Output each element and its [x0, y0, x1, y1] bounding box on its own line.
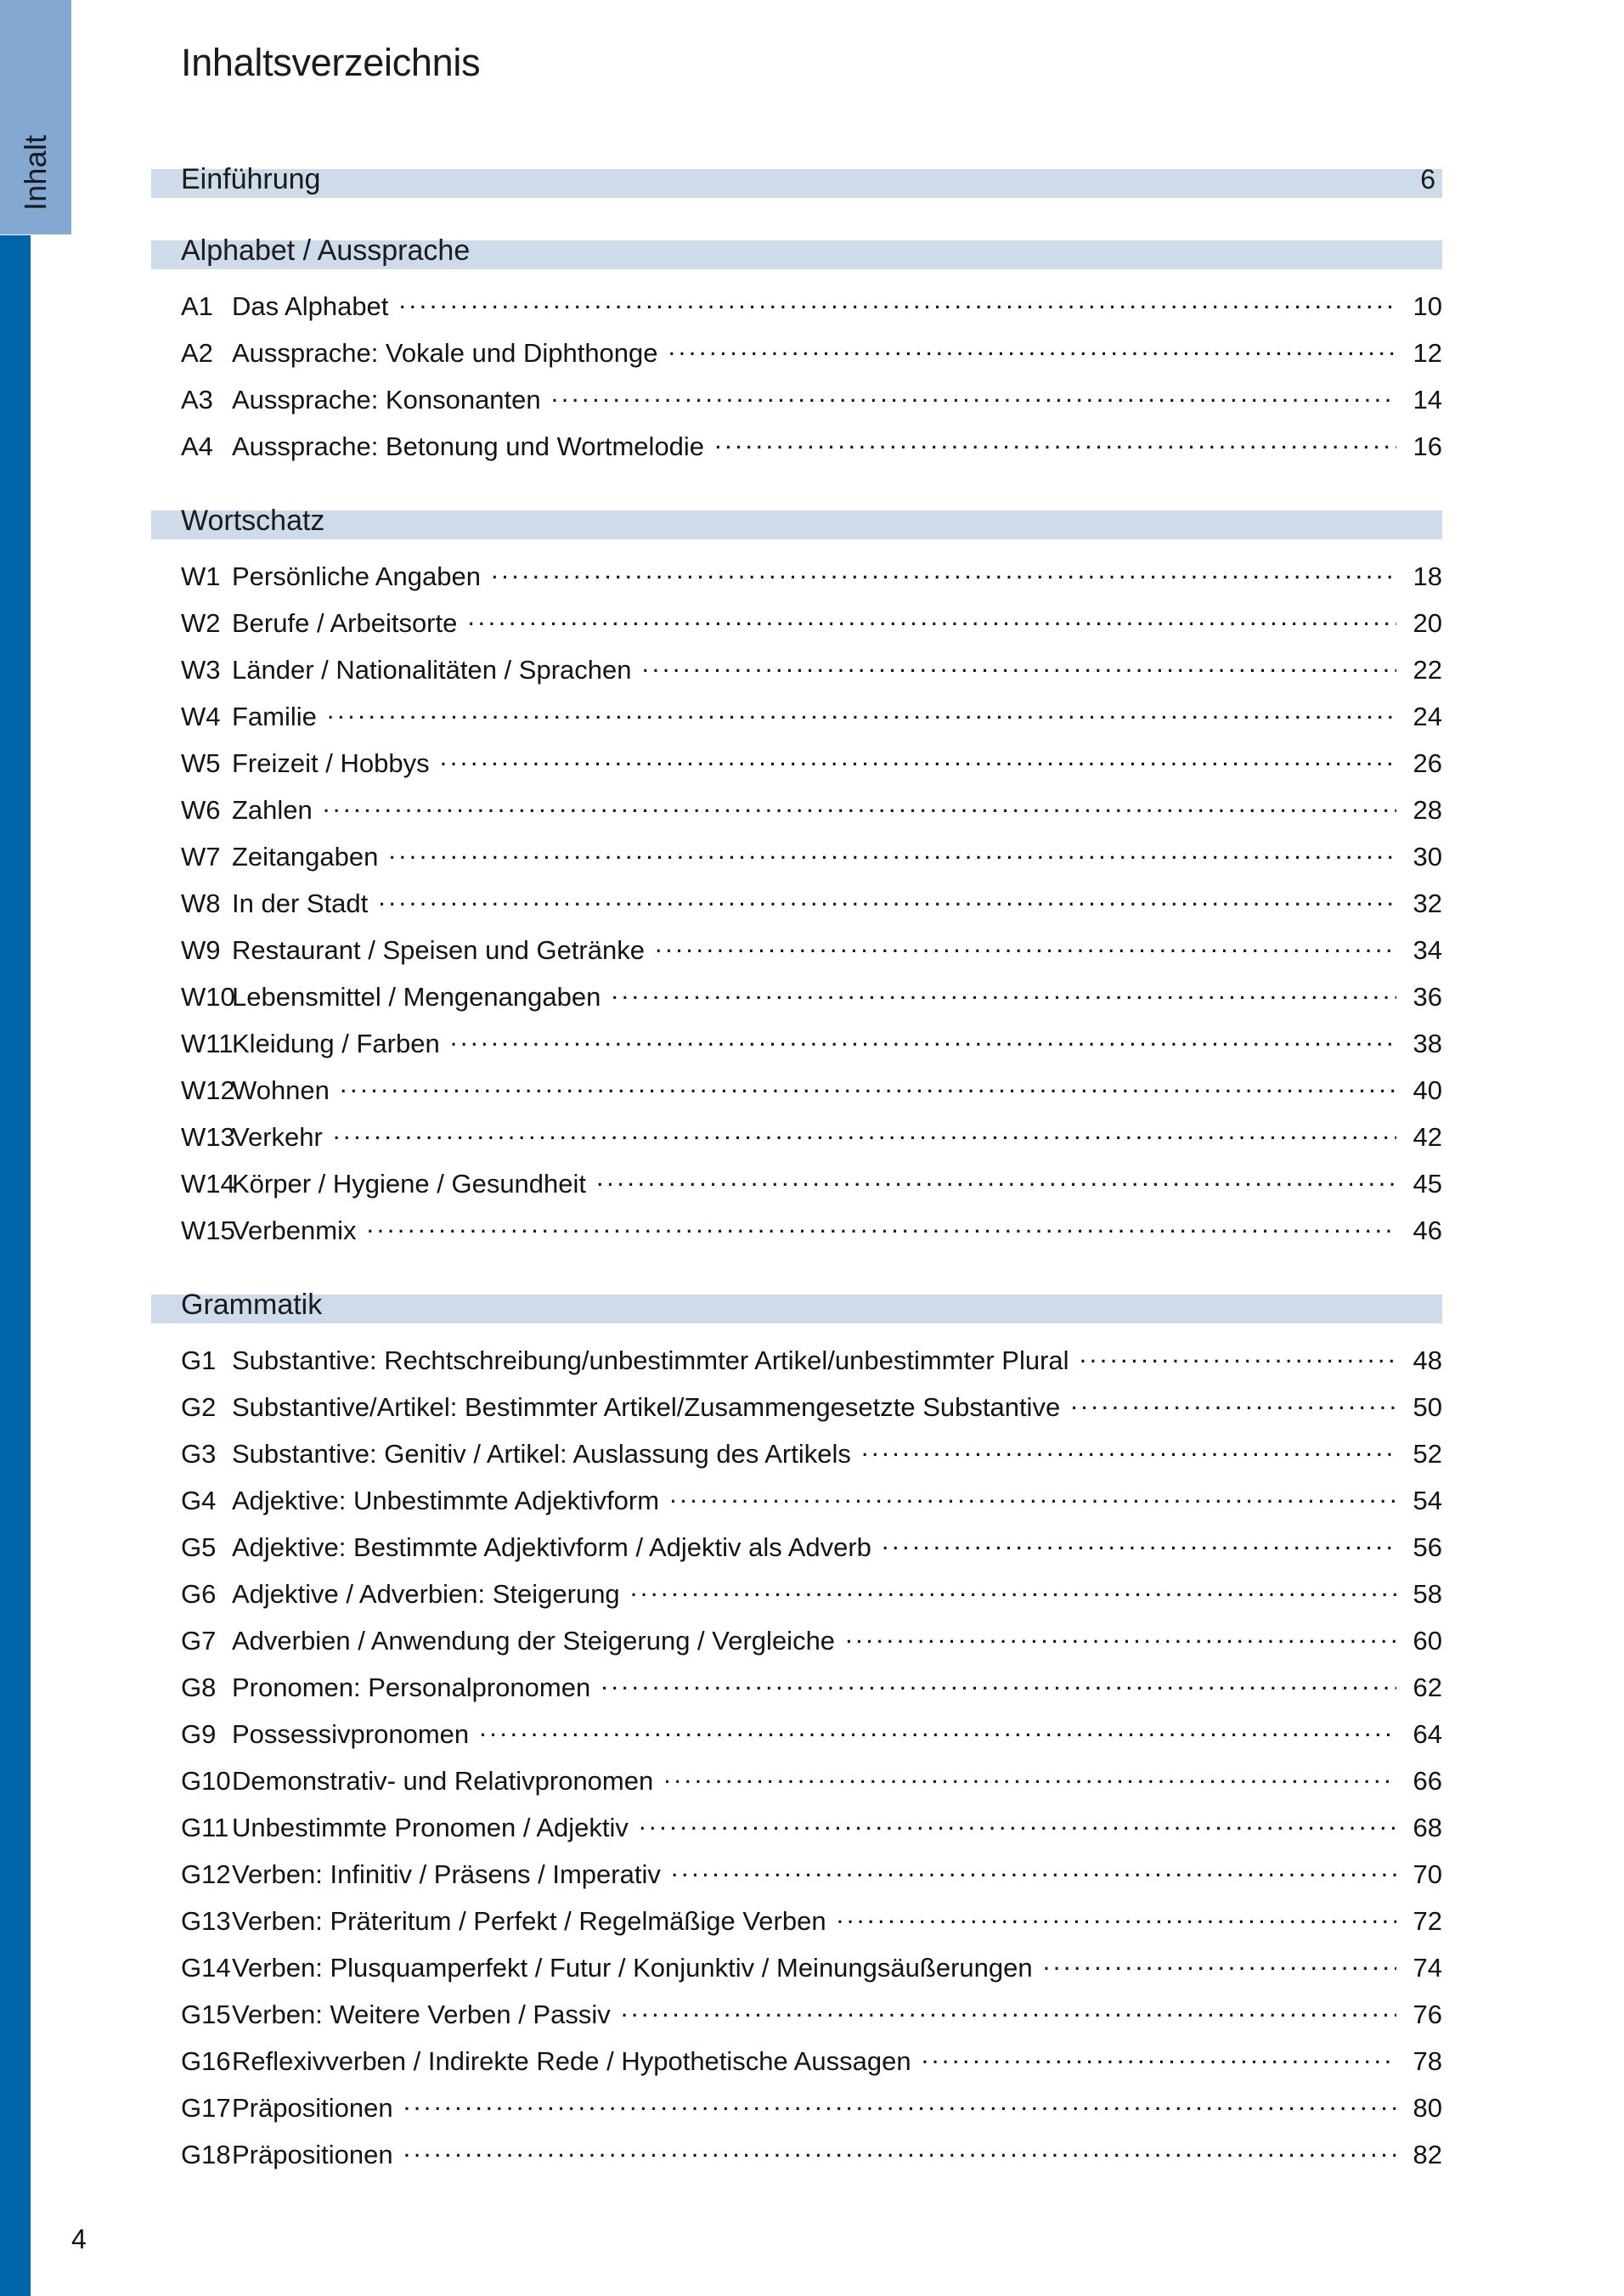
toc-entry-title: Demonstrativ- und Relativpronomen [232, 1766, 654, 1796]
toc-entry[interactable] [151, 1717, 1442, 1763]
toc-entry-dot-leader [388, 839, 1396, 866]
toc-entry-title: Körper / Hygiene / Gesundheit [232, 1169, 587, 1199]
toc-entry-title: Aussprache: Betonung und Wortmelodie [232, 432, 705, 461]
toc-entry-title: Adjektive: Unbestimmte Adjektivform [232, 1486, 660, 1515]
page-title: Inhaltsverzeichnis [181, 41, 481, 84]
toc-entry-page-number: 14 [1413, 385, 1442, 415]
toc-entry[interactable] [151, 382, 1442, 429]
section-heading[interactable] [151, 501, 1442, 540]
toc-entry-title: Präpositionen [232, 2140, 393, 2169]
toc-entry-dot-leader [668, 336, 1396, 362]
toc-entry-title: Berufe / Arbeitsorte [232, 608, 458, 638]
toc-entry-page-number: 80 [1413, 2093, 1442, 2123]
toc-entry-code: W3 [181, 655, 221, 685]
toc-entry[interactable] [151, 746, 1442, 793]
toc-entry-code: G14 [181, 1953, 231, 1983]
toc-entry-dot-leader [714, 429, 1396, 455]
toc-entry-dot-leader [1070, 1390, 1396, 1416]
section-heading-label: Wortschatz [181, 505, 325, 537]
toc-entry-page-number: 20 [1413, 608, 1442, 638]
section-spacer [151, 1260, 1442, 1285]
toc-entry-page-number: 22 [1413, 655, 1442, 685]
toc-entry-title: Familie [232, 702, 317, 731]
toc-entry-title: Aussprache: Vokale und Diphthonge [232, 338, 658, 368]
toc-entry-page-number: 26 [1413, 748, 1442, 778]
section-heading-label: Alphabet / Aussprache [181, 234, 471, 267]
toc-entry-dot-leader [861, 1436, 1396, 1463]
section-heading[interactable] [151, 231, 1442, 270]
toc-entry-page-number: 74 [1413, 1953, 1442, 1983]
toc-entry-page-number: 32 [1413, 889, 1442, 918]
toc-entry-page-number: 28 [1413, 795, 1442, 825]
toc-entry-code: G2 [181, 1392, 217, 1422]
toc-entry[interactable] [151, 336, 1442, 382]
toc-entry-code: G3 [181, 1439, 217, 1469]
toc-entry-page-number: 58 [1413, 1579, 1442, 1609]
toc-entry-code: G5 [181, 1532, 217, 1562]
section-heading-label: Grammatik [181, 1289, 323, 1321]
toc-entry-dot-leader [340, 1073, 1396, 1099]
toc-entry-dot-leader [641, 652, 1396, 679]
toc-entry[interactable] [151, 2090, 1442, 2137]
toc-entry[interactable] [151, 1763, 1442, 1810]
toc-entry-title: Reflexivverben / Indirekte Rede / Hypothetische Aussagen [232, 2046, 911, 2076]
toc-entry[interactable] [151, 1073, 1442, 1120]
toc-entry[interactable] [151, 933, 1442, 979]
toc-entry-page-number: 68 [1413, 1813, 1442, 1842]
toc-entry[interactable] [151, 979, 1442, 1026]
toc-entry-dot-leader [398, 289, 1396, 315]
toc-entry-dot-leader [845, 1623, 1396, 1650]
toc-entry-page-number: 16 [1413, 432, 1442, 461]
toc-entry[interactable] [151, 1120, 1442, 1166]
toc-entry-code: G10 [181, 1766, 231, 1796]
toc-entry[interactable] [151, 1343, 1442, 1390]
toc-entry[interactable] [151, 429, 1442, 476]
toc-entry-dot-leader [479, 1717, 1396, 1743]
toc-entry[interactable] [151, 1530, 1442, 1577]
toc-entry-title: Länder / Nationalitäten / Sprachen [232, 655, 632, 685]
toc-entry-dot-leader [630, 1577, 1396, 1603]
toc-entry-code: G18 [181, 2140, 231, 2169]
toc-entry-page-number: 54 [1413, 1486, 1442, 1515]
toc-entry-code: G15 [181, 2000, 231, 2029]
toc-entry[interactable] [151, 2044, 1442, 2090]
toc-entry-dot-leader [1043, 1950, 1396, 1977]
toc-entry-code: W7 [181, 842, 221, 872]
toc-entry-dot-leader [596, 1166, 1396, 1193]
toc-entry-page-number: 76 [1413, 2000, 1442, 2029]
toc-entry-dot-leader [467, 606, 1396, 632]
toc-entry-dot-leader [882, 1530, 1396, 1556]
section-spacer [151, 476, 1442, 501]
toc-entry[interactable] [151, 1670, 1442, 1717]
section-entry-spacer [151, 545, 1442, 559]
toc-entry-page-number: 52 [1413, 1439, 1442, 1469]
toc-entry-title: Lebensmittel / Mengenangaben [232, 982, 601, 1012]
toc-entry[interactable] [151, 1904, 1442, 1950]
section-heading-band [151, 511, 1442, 539]
toc-entry-code: W2 [181, 608, 221, 638]
toc-entry-title: Wohnen [232, 1075, 330, 1105]
toc-entry[interactable] [151, 1436, 1442, 1483]
toc-entry-dot-leader [922, 2044, 1396, 2070]
toc-entry-page-number: 66 [1413, 1766, 1442, 1796]
toc-entry[interactable] [151, 1577, 1442, 1623]
toc-entry[interactable] [151, 839, 1442, 886]
section-spacer [151, 204, 1442, 231]
toc-entry-code: W1 [181, 561, 221, 591]
section-heading[interactable] [151, 1285, 1442, 1324]
toc-entry-dot-leader [366, 1213, 1396, 1239]
toc-entry-code: G1 [181, 1345, 217, 1375]
toc-entry-page-number: 10 [1413, 291, 1442, 321]
toc-entry-dot-leader [655, 933, 1396, 959]
toc-entry-page-number: 64 [1413, 1719, 1442, 1749]
toc-entry-title: Adjektive: Bestimmte Adjektivform / Adjektiv als Adverb [232, 1532, 871, 1562]
toc-entry-dot-leader [403, 2090, 1396, 2117]
toc-entry-page-number: 46 [1413, 1216, 1442, 1245]
toc-entry-page-number: 40 [1413, 1075, 1442, 1105]
toc-entry-code: A3 [181, 385, 213, 415]
toc-entry-code: A4 [181, 432, 213, 461]
toc-entry-dot-leader [327, 699, 1396, 725]
toc-entry-code: W13 [181, 1122, 235, 1152]
toc-entry-dot-leader [440, 746, 1396, 772]
toc-entry-code: G9 [181, 1719, 217, 1749]
toc-entry-dot-leader [491, 559, 1396, 585]
table-of-contents [151, 160, 1442, 2184]
toc-entry-title: Restaurant / Speisen und Getränke [232, 935, 645, 965]
toc-entry-dot-leader [621, 1997, 1396, 2023]
toc-entry-code: G11 [181, 1813, 229, 1842]
toc-entry-dot-leader [450, 1026, 1396, 1052]
toc-entry[interactable] [151, 793, 1442, 839]
section-entry-spacer [151, 275, 1442, 289]
toc-entry-code: G17 [181, 2093, 231, 2123]
toc-entry-page-number: 38 [1413, 1029, 1442, 1058]
toc-entry[interactable] [151, 1950, 1442, 1997]
toc-entry-page-number: 56 [1413, 1532, 1442, 1562]
toc-entry-code: G6 [181, 1579, 217, 1609]
section-entry-spacer [151, 1329, 1442, 1343]
toc-entry-dot-leader [403, 2137, 1396, 2163]
toc-entry-dot-leader [611, 979, 1396, 1006]
toc-entry-title: Verbenmix [232, 1216, 357, 1245]
toc-entry-code: W8 [181, 889, 221, 918]
toc-entry[interactable] [151, 1390, 1442, 1436]
toc-entry-dot-leader [551, 382, 1396, 409]
toc-entry-code: W12 [181, 1075, 235, 1105]
sidebar-tab-inhalt [0, 0, 71, 234]
toc-entry[interactable] [151, 886, 1442, 933]
toc-entry[interactable] [151, 1213, 1442, 1260]
toc-entry-title: Präpositionen [232, 2093, 393, 2123]
toc-entry-dot-leader [837, 1904, 1396, 1930]
toc-entry[interactable] [151, 699, 1442, 746]
toc-entry-page-number: 18 [1413, 561, 1442, 591]
toc-entry-code: W5 [181, 748, 221, 778]
page-content [151, 0, 1442, 2296]
toc-entry-title: Kleidung / Farben [232, 1029, 440, 1058]
page-folio-number: 4 [71, 2224, 87, 2254]
toc-entry-code: W6 [181, 795, 221, 825]
toc-entry[interactable] [151, 1810, 1442, 1857]
toc-entry-title: Substantive/Artikel: Bestimmter Artikel/Zusammengesetzte Substantive [232, 1392, 1061, 1422]
toc-entry-dot-leader [378, 886, 1396, 912]
toc-entry-page-number: 48 [1413, 1345, 1442, 1375]
toc-entry-title: Zahlen [232, 795, 313, 825]
toc-entry[interactable] [151, 1166, 1442, 1213]
toc-entry[interactable] [151, 1857, 1442, 1904]
toc-entry[interactable] [151, 1997, 1442, 2044]
section-heading-label: Einführung [181, 163, 321, 195]
toc-entry-page-number: 78 [1413, 2046, 1442, 2076]
toc-entry-code: W9 [181, 935, 221, 965]
toc-entry-code: W14 [181, 1169, 235, 1199]
toc-entry-code: W4 [181, 702, 221, 731]
toc-entry-title: Aussprache: Konsonanten [232, 385, 541, 415]
toc-entry-title: Adverbien / Anwendung der Steigerung / Vergleiche [232, 1626, 836, 1656]
toc-entry-title: Substantive: Rechtschreibung/unbestimmter Artikel/unbestimmter Plural [232, 1345, 1069, 1375]
toc-entry-code: A1 [181, 291, 213, 321]
toc-entry-title: Verben: Weitere Verben / Passiv [232, 2000, 611, 2029]
toc-entry-title: Possessivpronomen [232, 1719, 470, 1749]
left-rail [0, 0, 71, 2296]
toc-entry-title: Unbestimmte Pronomen / Adjektiv [232, 1813, 629, 1842]
toc-entry-page-number: 70 [1413, 1859, 1442, 1889]
toc-entry-dot-leader [1080, 1343, 1396, 1369]
toc-entry-code: W15 [181, 1216, 235, 1245]
sidebar-tab-label: Inhalt [18, 134, 53, 211]
toc-entry-code: W11 [181, 1029, 234, 1058]
toc-entry-page-number: 60 [1413, 1626, 1442, 1656]
toc-entry-page-number: 36 [1413, 982, 1442, 1012]
toc-entry-dot-leader [601, 1670, 1396, 1696]
toc-entry[interactable] [151, 1623, 1442, 1670]
toc-entry-page-number: 82 [1413, 2140, 1442, 2169]
toc-entry-title: Substantive: Genitiv / Artikel: Auslassung des Artikels [232, 1439, 851, 1469]
toc-entry[interactable] [151, 289, 1442, 336]
toc-entry-title: Adjektive / Adverbien: Steigerung [232, 1579, 620, 1609]
toc-entry-title: Verben: Plusquamperfekt / Futur / Konjunktiv / Meinungsäußerungen [232, 1953, 1033, 1983]
toc-entry-code: G13 [181, 1906, 231, 1936]
toc-entry-page-number: 12 [1413, 338, 1442, 368]
toc-entry-code: W10 [181, 982, 235, 1012]
toc-entry-title: Verben: Präteritum / Perfekt / Regelmäßige Verben [232, 1906, 826, 1936]
toc-entry-dot-leader [671, 1857, 1396, 1883]
sidebar-color-stripe [0, 235, 31, 2296]
toc-entry-dot-leader [669, 1483, 1396, 1509]
toc-entry[interactable] [151, 1483, 1442, 1530]
toc-entry-dot-leader [639, 1810, 1396, 1836]
toc-entry-dot-leader [663, 1763, 1396, 1790]
toc-entry-title: Verben: Infinitiv / Präsens / Imperativ [232, 1859, 661, 1889]
toc-entry[interactable] [151, 1026, 1442, 1073]
toc-entry-page-number: 42 [1413, 1122, 1442, 1152]
toc-entry[interactable] [151, 559, 1442, 606]
toc-entry-code: G16 [181, 2046, 231, 2076]
toc-entry-code: G8 [181, 1673, 217, 1702]
toc-entry-title: Zeitangaben [232, 842, 379, 872]
section-heading[interactable] [151, 160, 1442, 199]
toc-entry-code: A2 [181, 338, 213, 368]
toc-entry[interactable] [151, 606, 1442, 652]
toc-entry-code: G12 [181, 1859, 231, 1889]
toc-entry-dot-leader [323, 793, 1396, 819]
toc-entry-page-number: 62 [1413, 1673, 1442, 1702]
section-heading-band [151, 1295, 1442, 1323]
toc-entry[interactable] [151, 652, 1442, 699]
toc-entry-page-number: 45 [1413, 1169, 1442, 1199]
toc-entry-title: In der Stadt [232, 889, 369, 918]
toc-entry-title: Das Alphabet [232, 291, 389, 321]
section-heading-page-number: 6 [1420, 164, 1435, 195]
toc-entry-title: Verkehr [232, 1122, 323, 1152]
toc-entry-code: G7 [181, 1626, 217, 1656]
toc-entry[interactable] [151, 2137, 1442, 2184]
toc-entry-page-number: 30 [1413, 842, 1442, 872]
toc-entry-dot-leader [333, 1120, 1396, 1146]
toc-entry-page-number: 50 [1413, 1392, 1442, 1422]
toc-entry-code: G4 [181, 1486, 217, 1515]
toc-entry-page-number: 24 [1413, 702, 1442, 731]
toc-entry-title: Freizeit / Hobbys [232, 748, 430, 778]
toc-entry-page-number: 72 [1413, 1906, 1442, 1936]
toc-entry-title: Pronomen: Personalpronomen [232, 1673, 591, 1702]
toc-entry-title: Persönliche Angaben [232, 561, 482, 591]
toc-entry-page-number: 34 [1413, 935, 1442, 965]
